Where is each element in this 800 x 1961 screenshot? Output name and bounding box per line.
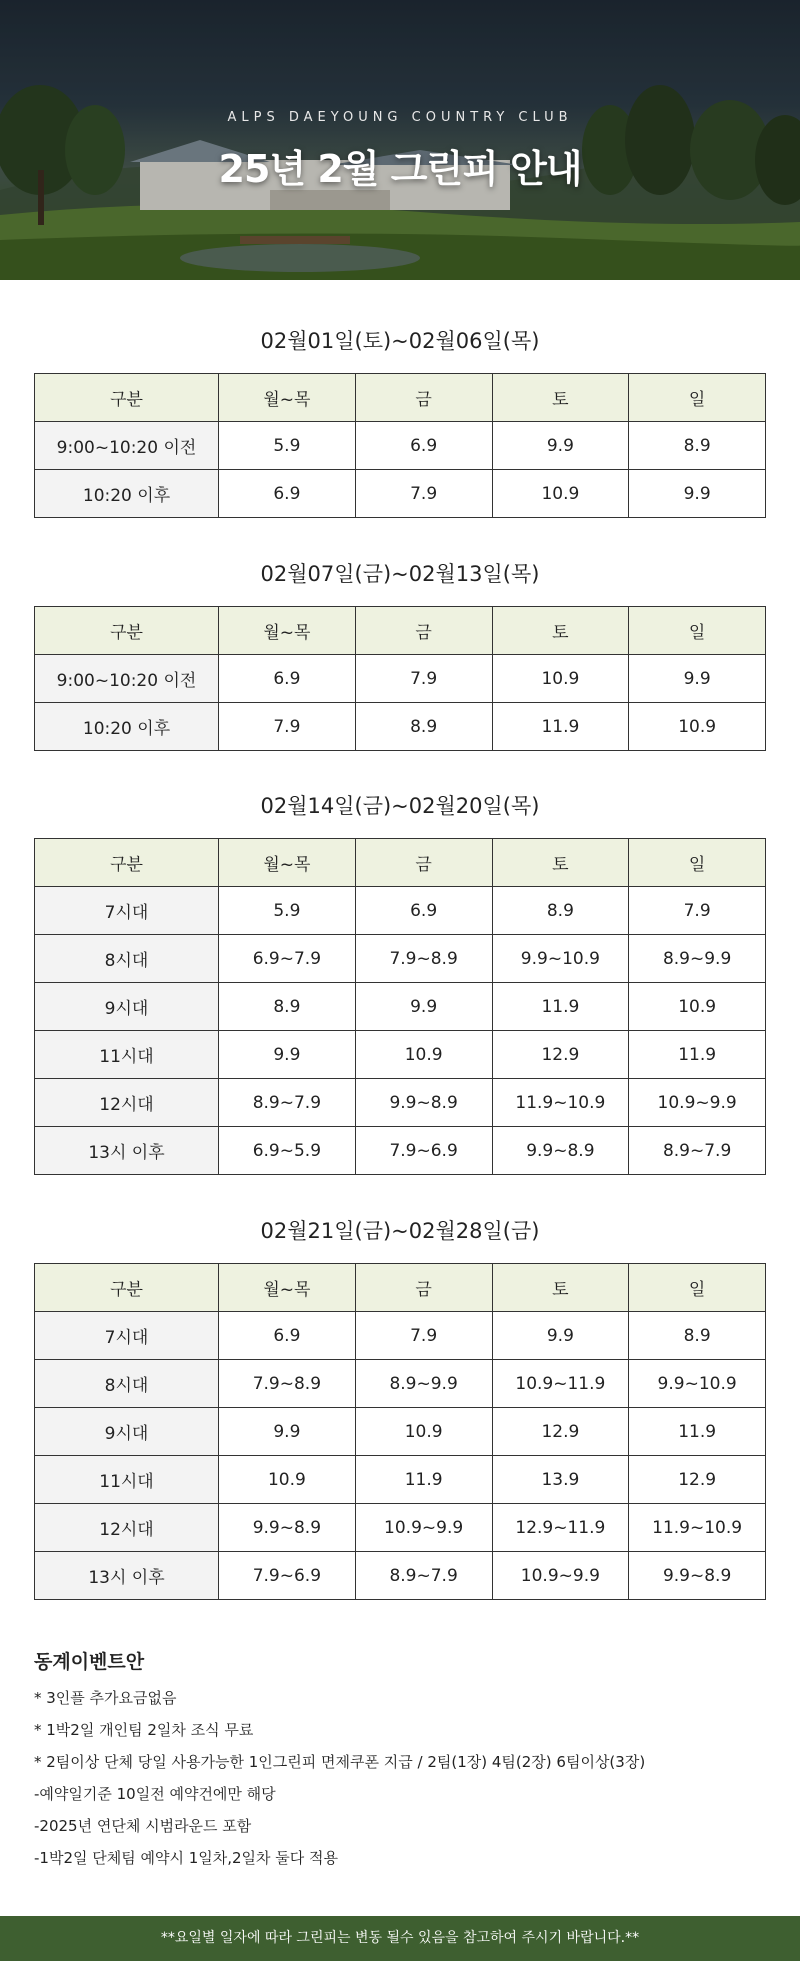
header-cell: 월~목 <box>219 374 356 422</box>
row-label: 9:00~10:20 이전 <box>35 655 219 703</box>
header-cell: 일 <box>629 839 766 887</box>
price-cell: 8.9 <box>629 422 766 470</box>
header-cell: 일 <box>629 607 766 655</box>
row-label: 13시 이후 <box>35 1552 219 1600</box>
section-heading: 02월14일(금)~02월20일(목) <box>260 794 540 818</box>
price-cell: 8.9 <box>629 1312 766 1360</box>
section-heading: 02월07일(금)~02월13일(목) <box>260 562 540 586</box>
price-cell: 8.9 <box>355 703 492 751</box>
row-label: 9시대 <box>35 1408 219 1456</box>
price-cell: 5.9 <box>219 422 356 470</box>
price-cell: 12.9 <box>492 1408 629 1456</box>
price-cell: 7.9~8.9 <box>219 1360 356 1408</box>
header-cell: 금 <box>355 839 492 887</box>
price-cell: 9.9 <box>492 1312 629 1360</box>
row-label: 12시대 <box>35 1504 219 1552</box>
header-cell: 월~목 <box>219 839 356 887</box>
hero-title: 25년 2월 그린피 안내 <box>218 147 582 191</box>
price-cell: 9.9 <box>629 470 766 518</box>
price-cell: 8.9~7.9 <box>629 1127 766 1175</box>
row-label: 8시대 <box>35 1360 219 1408</box>
note-item: * 3인플 추가요금없음 <box>34 1689 177 1707</box>
header-cell: 토 <box>492 607 629 655</box>
table-row <box>35 470 766 518</box>
price-cell: 6.9 <box>355 887 492 935</box>
table-header-row <box>35 1264 766 1312</box>
hero-subtitle: ALPS DAEYOUNG COUNTRY CLUB <box>227 110 573 125</box>
price-cell: 10.9 <box>629 983 766 1031</box>
row-label: 9:00~10:20 이전 <box>35 422 219 470</box>
table-row <box>35 1504 766 1552</box>
price-cell: 11.9 <box>492 703 629 751</box>
price-cell: 11.9 <box>492 983 629 1031</box>
price-cell: 7.9 <box>219 703 356 751</box>
header-cell: 일 <box>629 374 766 422</box>
note-item: -1박2일 단체팀 예약시 1일차,2일차 둘다 적용 <box>34 1849 339 1867</box>
price-cell: 9.9~8.9 <box>629 1552 766 1600</box>
price-cell: 7.9~8.9 <box>355 935 492 983</box>
price-cell: 10.9 <box>629 703 766 751</box>
hero-banner <box>0 0 800 280</box>
header-cell: 월~목 <box>219 1264 356 1312</box>
price-cell: 6.9 <box>219 1312 356 1360</box>
section-heading: 02월01일(토)~02월06일(목) <box>260 329 540 353</box>
price-section-1 <box>34 321 766 518</box>
price-cell: 8.9 <box>219 983 356 1031</box>
price-cell: 7.9~6.9 <box>355 1127 492 1175</box>
price-cell: 10.9~11.9 <box>492 1360 629 1408</box>
table-row <box>35 1456 766 1504</box>
price-table <box>34 606 766 751</box>
note-item: -2025년 연단체 시범라운드 포함 <box>34 1817 252 1835</box>
header-cell: 토 <box>492 839 629 887</box>
price-cell: 10.9 <box>355 1408 492 1456</box>
winter-event-notes <box>34 1647 774 1874</box>
note-item: -예약일기준 10일전 예약건에만 해당 <box>34 1785 276 1803</box>
row-label: 11시대 <box>35 1456 219 1504</box>
price-cell: 7.9 <box>629 887 766 935</box>
price-cell: 9.9 <box>219 1408 356 1456</box>
header-cell: 토 <box>492 374 629 422</box>
price-cell: 6.9 <box>355 422 492 470</box>
price-cell: 11.9 <box>355 1456 492 1504</box>
price-cell: 7.9 <box>355 470 492 518</box>
price-cell: 9.9 <box>219 1031 356 1079</box>
header-cell: 금 <box>355 1264 492 1312</box>
price-cell: 10.9 <box>492 470 629 518</box>
row-label: 10:20 이후 <box>35 703 219 751</box>
header-cell: 월~목 <box>219 607 356 655</box>
row-label: 7시대 <box>35 887 219 935</box>
price-table <box>34 373 766 518</box>
price-cell: 11.9~10.9 <box>492 1079 629 1127</box>
price-cell: 7.9 <box>355 655 492 703</box>
price-cell: 9.9~8.9 <box>492 1127 629 1175</box>
row-label: 8시대 <box>35 935 219 983</box>
table-row <box>35 1552 766 1600</box>
price-cell: 6.9 <box>219 470 356 518</box>
row-label: 10:20 이후 <box>35 470 219 518</box>
header-cell: 일 <box>629 1264 766 1312</box>
note-item: * 1박2일 개인팀 2일차 조식 무료 <box>34 1721 254 1739</box>
table-row <box>35 655 766 703</box>
row-label: 9시대 <box>35 983 219 1031</box>
header-cell: 구분 <box>35 374 219 422</box>
price-cell: 11.9 <box>629 1408 766 1456</box>
price-cell: 8.9 <box>492 887 629 935</box>
price-cell: 10.9~9.9 <box>355 1504 492 1552</box>
table-header-row <box>35 839 766 887</box>
table-header-row <box>35 374 766 422</box>
table-row <box>35 935 766 983</box>
table-row <box>35 1360 766 1408</box>
price-cell: 11.9 <box>629 1031 766 1079</box>
price-cell: 10.9 <box>355 1031 492 1079</box>
header-cell: 구분 <box>35 1264 219 1312</box>
table-header-row <box>35 607 766 655</box>
price-cell: 12.9~11.9 <box>492 1504 629 1552</box>
price-cell: 8.9~9.9 <box>355 1360 492 1408</box>
price-cell: 7.9~6.9 <box>219 1552 356 1600</box>
price-section-3 <box>34 786 766 1175</box>
price-cell: 6.9~7.9 <box>219 935 356 983</box>
header-cell: 구분 <box>35 607 219 655</box>
notes-title: 동계이벤트안 <box>34 1651 145 1673</box>
table-row <box>35 887 766 935</box>
price-cell: 10.9~9.9 <box>492 1552 629 1600</box>
price-cell: 9.9 <box>629 655 766 703</box>
row-label: 11시대 <box>35 1031 219 1079</box>
price-cell: 9.9 <box>355 983 492 1031</box>
price-cell: 10.9 <box>219 1456 356 1504</box>
row-label: 7시대 <box>35 1312 219 1360</box>
price-section-2 <box>34 554 766 751</box>
price-cell: 9.9~8.9 <box>355 1079 492 1127</box>
header-cell: 구분 <box>35 839 219 887</box>
note-item: * 2팀이상 단체 당일 사용가능한 1인그린피 면제쿠폰 지급 / 2팀(1장) 4팀(2장) 6팀이상(3장) <box>34 1753 646 1771</box>
table-row <box>35 983 766 1031</box>
price-cell: 9.9~8.9 <box>219 1504 356 1552</box>
header-cell: 금 <box>355 607 492 655</box>
price-cell: 6.9 <box>219 655 356 703</box>
price-cell: 5.9 <box>219 887 356 935</box>
price-cell: 10.9 <box>492 655 629 703</box>
header-cell: 토 <box>492 1264 629 1312</box>
table-row <box>35 1079 766 1127</box>
table-row <box>35 1408 766 1456</box>
row-label: 12시대 <box>35 1079 219 1127</box>
price-cell: 9.9~10.9 <box>492 935 629 983</box>
price-cell: 9.9 <box>492 422 629 470</box>
price-cell: 9.9~10.9 <box>629 1360 766 1408</box>
table-row <box>35 422 766 470</box>
table-row <box>35 1031 766 1079</box>
table-row <box>35 1312 766 1360</box>
price-cell: 12.9 <box>492 1031 629 1079</box>
price-table <box>34 1263 766 1600</box>
price-table <box>34 838 766 1175</box>
price-cell: 8.9~7.9 <box>219 1079 356 1127</box>
price-cell: 6.9~5.9 <box>219 1127 356 1175</box>
row-label: 13시 이후 <box>35 1127 219 1175</box>
price-section-4 <box>34 1211 766 1600</box>
table-row <box>35 1127 766 1175</box>
price-cell: 10.9~9.9 <box>629 1079 766 1127</box>
section-heading: 02월21일(금)~02월28일(금) <box>260 1219 540 1243</box>
price-cell: 7.9 <box>355 1312 492 1360</box>
header-cell: 금 <box>355 374 492 422</box>
price-cell: 8.9~9.9 <box>629 935 766 983</box>
price-cell: 12.9 <box>629 1456 766 1504</box>
table-row <box>35 703 766 751</box>
price-cell: 13.9 <box>492 1456 629 1504</box>
price-cell: 8.9~7.9 <box>355 1552 492 1600</box>
price-cell: 11.9~10.9 <box>629 1504 766 1552</box>
footer-notice: **요일별 일자에 따라 그린피는 변동 될수 있음을 참고하여 주시기 바랍니다.** <box>0 1916 800 1961</box>
